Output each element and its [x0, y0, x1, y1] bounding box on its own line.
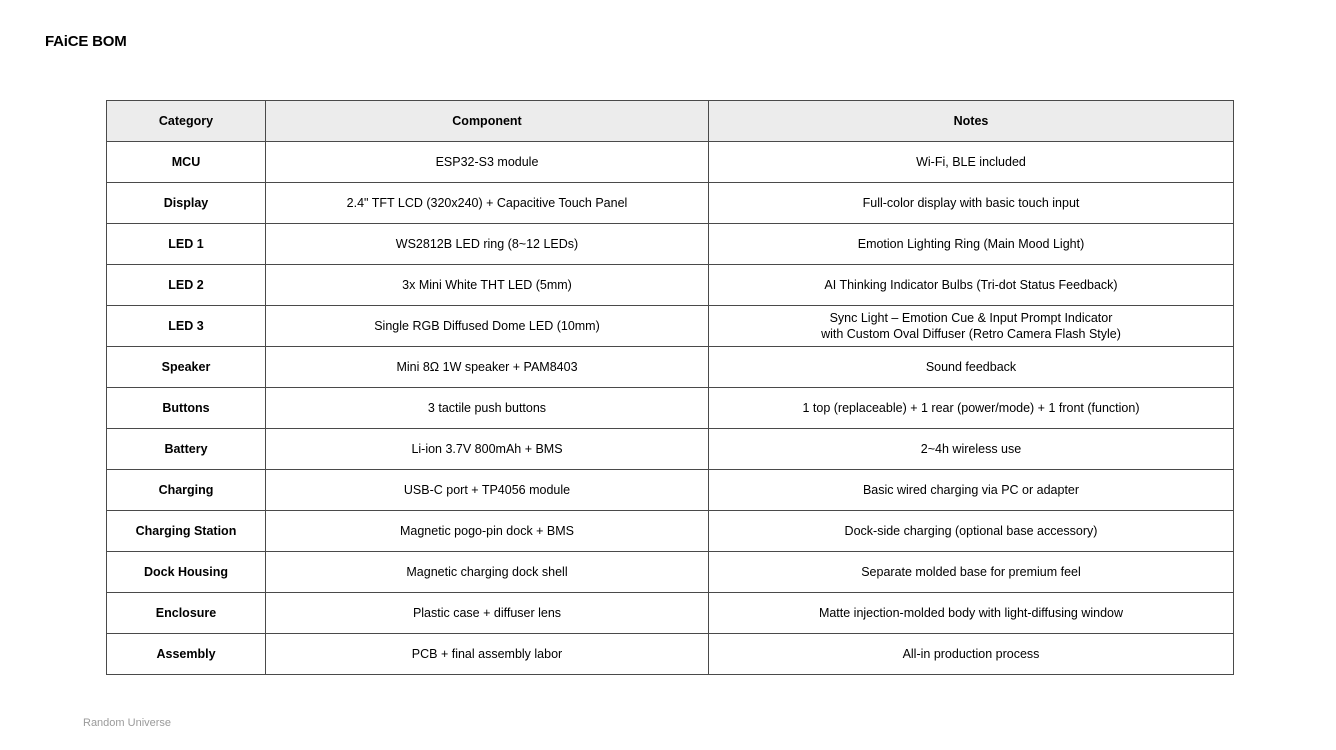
- component-cell: 3 tactile push buttons: [266, 388, 709, 429]
- component-cell: USB-C port + TP4056 module: [266, 470, 709, 511]
- table-row: [107, 470, 1234, 511]
- notes-line: All-in production process: [902, 647, 1040, 661]
- page-title: FAiCE BOM: [45, 33, 127, 50]
- column-header-category: Category: [107, 101, 266, 142]
- category-cell: Battery: [107, 429, 266, 470]
- column-header-notes: Notes: [709, 101, 1234, 142]
- table-row: [107, 593, 1234, 634]
- notes-cell: [709, 634, 1234, 675]
- notes-cell: [709, 347, 1234, 388]
- component-cell: 3x Mini White THT LED (5mm): [266, 265, 709, 306]
- table-row: [107, 347, 1234, 388]
- category-cell: Buttons: [107, 388, 266, 429]
- table-row: [107, 306, 1234, 347]
- component-cell: PCB + final assembly labor: [266, 634, 709, 675]
- notes-line: AI Thinking Indicator Bulbs (Tri-dot Status Feedback): [824, 278, 1118, 292]
- table-row: [107, 142, 1234, 183]
- component-cell: 2.4" TFT LCD (320x240) + Capacitive Touch Panel: [266, 183, 709, 224]
- notes-line: Full-color display with basic touch input: [862, 196, 1080, 210]
- table-header-row: [107, 101, 1234, 142]
- notes-line: Sound feedback: [925, 360, 1017, 374]
- table-row: [107, 634, 1234, 675]
- category-cell: Enclosure: [107, 593, 266, 634]
- notes-line: Sync Light – Emotion Cue & Input Prompt Indicator: [829, 311, 1113, 325]
- notes-line: Matte injection-molded body with light-diffusing window: [818, 606, 1124, 620]
- table-row: [107, 183, 1234, 224]
- notes-cell: [709, 224, 1234, 265]
- notes-line: Emotion Lighting Ring (Main Mood Light): [857, 237, 1085, 251]
- table-row: [107, 552, 1234, 593]
- notes-line: Wi-Fi, BLE included: [916, 155, 1026, 169]
- component-cell: Plastic case + diffuser lens: [266, 593, 709, 634]
- category-cell: Dock Housing: [107, 552, 266, 593]
- notes-line: 2~4h wireless use: [920, 442, 1022, 456]
- category-cell: MCU: [107, 142, 266, 183]
- component-cell: WS2812B LED ring (8~12 LEDs): [266, 224, 709, 265]
- table-body: [107, 142, 1234, 675]
- component-cell: ESP32-S3 module: [266, 142, 709, 183]
- footer-credit: Random Universe: [83, 717, 172, 729]
- notes-line: 1 top (replaceable) + 1 rear (power/mode) + 1 front (function): [802, 401, 1140, 415]
- table-row: [107, 429, 1234, 470]
- notes-line: with Custom Oval Diffuser (Retro Camera Flash Style): [821, 327, 1121, 341]
- table-row: [107, 265, 1234, 306]
- component-cell: Magnetic pogo-pin dock + BMS: [266, 511, 709, 552]
- table-row: [107, 224, 1234, 265]
- category-cell: Charging Station: [107, 511, 266, 552]
- category-cell: Display: [107, 183, 266, 224]
- notes-cell: [709, 511, 1234, 552]
- table-row: [107, 388, 1234, 429]
- notes-cell: [709, 306, 1234, 347]
- notes-cell: [709, 552, 1234, 593]
- notes-cell: [709, 429, 1234, 470]
- notes-line: Dock-side charging (optional base accessory): [844, 524, 1098, 538]
- category-cell: LED 2: [107, 265, 266, 306]
- notes-cell: [709, 183, 1234, 224]
- notes-cell: [709, 470, 1234, 511]
- component-cell: Single RGB Diffused Dome LED (10mm): [266, 306, 709, 347]
- table-row: [107, 511, 1234, 552]
- category-cell: LED 1: [107, 224, 266, 265]
- category-cell: LED 3: [107, 306, 266, 347]
- category-cell: Speaker: [107, 347, 266, 388]
- notes-cell: [709, 142, 1234, 183]
- notes-cell: [709, 593, 1234, 634]
- component-cell: Magnetic charging dock shell: [266, 552, 709, 593]
- bom-table: [106, 100, 1234, 675]
- column-header-component: Component: [266, 101, 709, 142]
- notes-line: Separate molded base for premium feel: [861, 565, 1081, 579]
- notes-cell: [709, 265, 1234, 306]
- component-cell: Mini 8Ω 1W speaker + PAM8403: [266, 347, 709, 388]
- notes-line: Basic wired charging via PC or adapter: [862, 483, 1080, 497]
- component-cell: Li-ion 3.7V 800mAh + BMS: [266, 429, 709, 470]
- category-cell: Assembly: [107, 634, 266, 675]
- category-cell: Charging: [107, 470, 266, 511]
- notes-cell: [709, 388, 1234, 429]
